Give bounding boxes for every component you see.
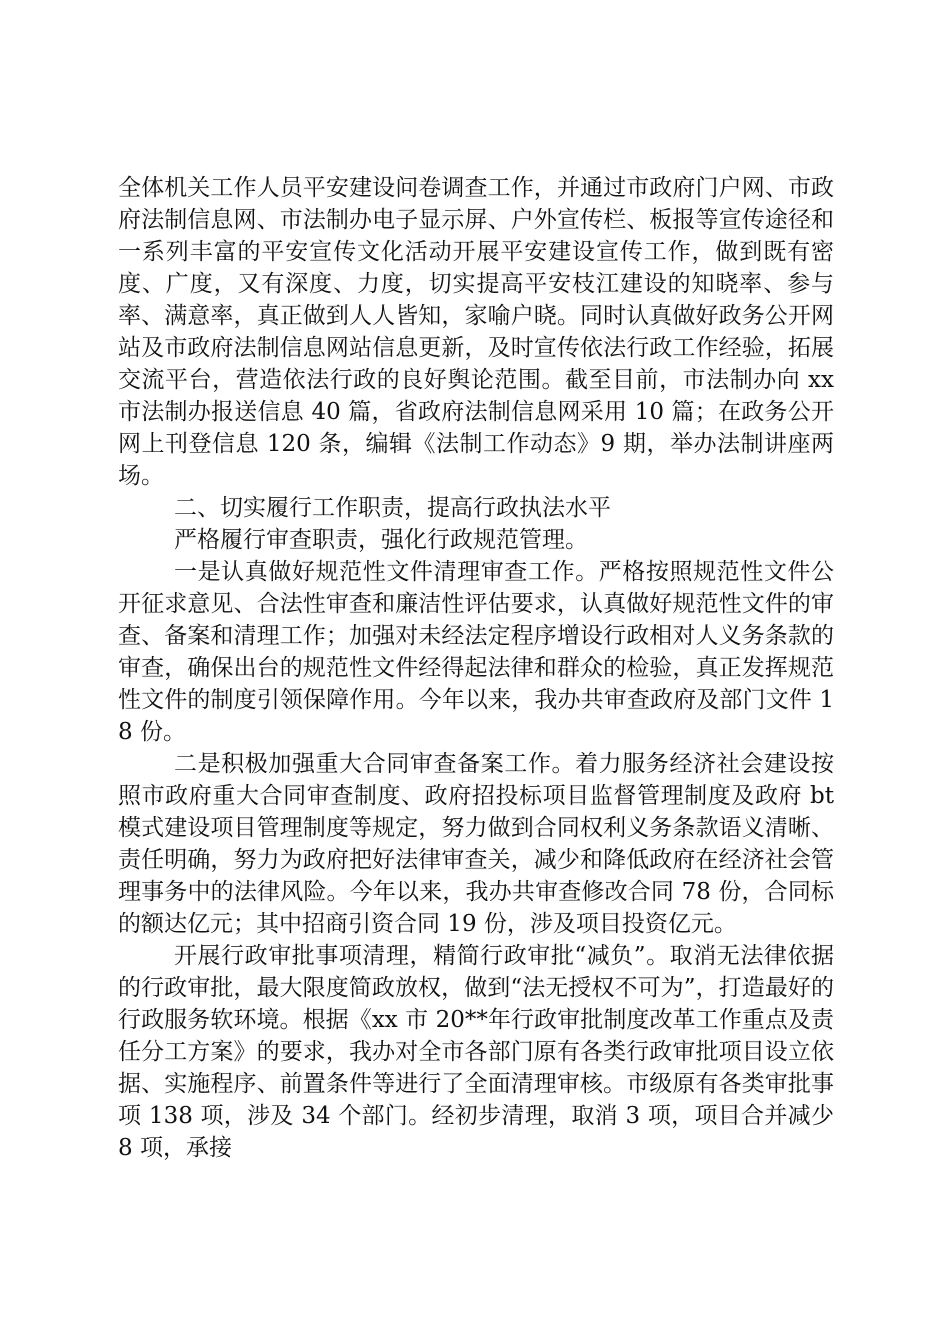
paragraph-1: 全体机关工作人员平安建设问卷调查工作，并通过市政府门户网、市政府法制信息网、市法制办电子显示屏、户外宣传栏、板报等宣传途径和一系列丰富的平安宣传文化活动开展平安建设宣传工作，做到既有密度、广度，又有深度、力度，切实提高平安枝江建设的知晓率、参与率、满意率，真正做到人人皆知，家喻户晓。同时认真做好政务公开网站及市政府法制信息网站信息更新，及时宣传依法行政工作经验，拓展交流平台，营造依法行政的良好舆论范围。截至目前，市法制办向 xx 市法制办报送信息 40 篇，省政府法制信息网采用 10 篇；在政务公开网上刊登信息 120 条，编辑《法制工作动态》9 期，举办法制讲座两场。 xyxy=(118,175,834,489)
subheading: 严格履行审查职责，强化行政规范管理。 xyxy=(174,527,588,553)
document-body xyxy=(118,172,834,1164)
paragraph-6: 开展行政审批事项清理，精简行政审批“减负”。取消无法律依据的行政审批，最大限度简政放权，做到“法无授权不可为”，打造最好的行政服务软环境。根据《xx 市 20**年行政审批制度改革工作重点及责任分工方案》的要求，我办对全市各部门原有各类行政审批项目设立依据、实施程序、前置条件等进行了全面清理审核。市级原有各类审批事项 138 项，涉及 34 个部门。经初步清理，取消 3 项，项目合并减少 8 项，承接 xyxy=(118,943,834,1161)
section-heading: 二、切实履行工作职责，提高行政执法水平 xyxy=(174,495,611,521)
paragraph-5: 二是积极加强重大合同审查备案工作。着力服务经济社会建设按照市政府重大合同审查制度、政府招投标项目监督管理制度及政府 bt 模式建设项目管理制度等规定，努力做到合同权利义务条款语义清晰、责任明确，努力为政府把好法律审查关，减少和降低政府在经济社会管理事务中的法律风险。今年以来，我办共审查修改合同 78 份，合同标的额达亿元；其中招商引资合同 19 份，涉及项目投资亿元。 xyxy=(118,751,834,937)
paragraph-4: 一是认真做好规范性文件清理审查工作。严格按照规范性文件公开征求意见、合法性审查和廉洁性评估要求，认真做好规范性文件的审查、备案和清理工作；加强对未经法定程序增设行政相对人义务条款的审查，确保出台的规范性文件经得起法律和群众的检验，真正发挥规范性文件的制度引领保障作用。今年以来，我办共审查政府及部门文件 18 份。 xyxy=(118,559,834,745)
